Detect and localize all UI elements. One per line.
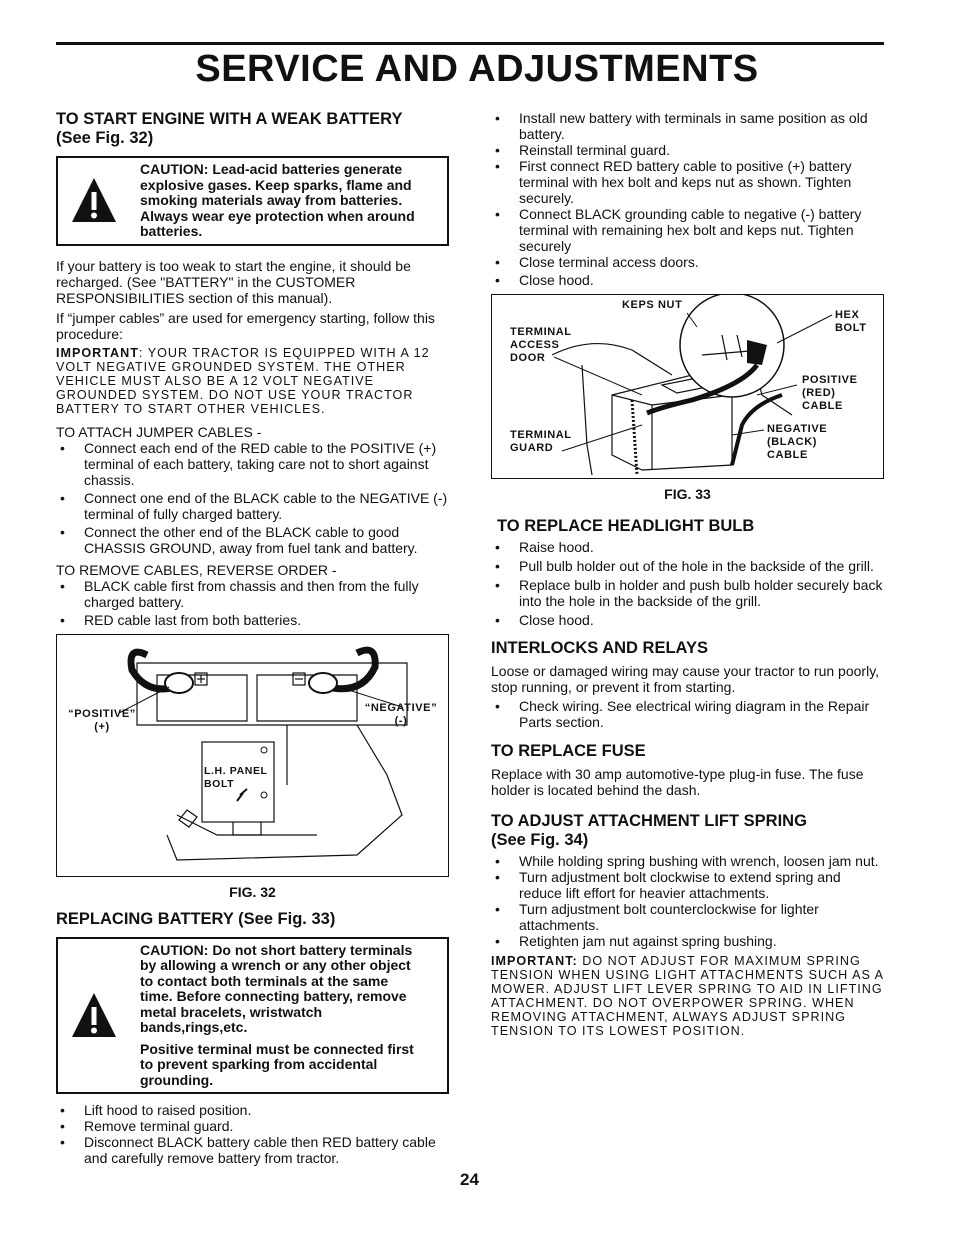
weak-battery-heading	[56, 110, 449, 148]
list-item: • Connect each end of the RED cable to the POSITIVE (+) terminal of each battery, taking care not to short against chassis.	[56, 440, 449, 488]
hex-bolt-label	[835, 309, 867, 335]
list-item: • BLACK cable first from chassis and then from the fully charged battery.	[56, 578, 449, 610]
positive-red-cable-label-line3: CABLE	[802, 400, 843, 412]
positive-red-cable-label	[802, 374, 858, 413]
weak-battery-heading-line2: (See Fig. 32)	[56, 129, 154, 147]
list-item: • Lift hood to raised position.	[56, 1102, 449, 1118]
positive-red-cable-label-line2: (RED)	[802, 387, 836, 399]
interlocks-text: Loose or damaged wiring may cause your tractor to run poorly, stop running, or prevent it from starting.	[491, 663, 880, 695]
terminal-access-door-label-line1: TERMINAL	[510, 326, 572, 338]
remove-cables-heading: TO REMOVE CABLES, REVERSE ORDER -	[56, 561, 337, 578]
list-item: • Retighten jam nut against spring bushing.	[491, 933, 884, 949]
list-item: • Disconnect BLACK battery cable then RED battery cable and carefully remove battery from tractor.	[56, 1134, 449, 1166]
important-note	[56, 346, 449, 416]
list-item: • Connect one end of the BLACK cable to the NEGATIVE (-) terminal of fully charged battery.	[56, 490, 449, 522]
negative-black-cable-label-line3: CABLE	[767, 449, 808, 461]
list-item: • Pull bulb holder out of the hole in the backside of the grill.	[491, 558, 884, 574]
caution-text: CAUTION: Do not short battery terminals by allowing a wrench or any other object to contact both terminals at the same time. Before connecting battery, remove metal bracelets, wristwatch bands,rings,etc.	[140, 941, 413, 1035]
panel-bolt-label-line2: BOLT	[204, 777, 235, 790]
list-item: • Check wiring. See electrical wiring diagram in the Repair Parts section.	[491, 698, 884, 730]
attach-cables-list	[56, 440, 449, 556]
weak-battery-para1: If your battery is too weak to start the engine, it should be recharged. (See "BATTERY" in the CUSTOMER RESPONSIBILITIES section of this manual).	[56, 257, 411, 306]
warning-icon	[70, 991, 118, 1039]
lift-spring-list	[491, 853, 884, 949]
jumper-cable-illustration	[57, 635, 448, 874]
important-text: DO NOT ADJUST FOR MAXIMUM SPRING TENSION WHEN USING LIGHT ATTACHMENTS SUCH AS A MOWER. ADJUST LIFT LEVER SPRING TO AID IN LIFTING ATTACHMENT. DO NOT OVERPOWER SPRING. WHEN REMOVING ATTACHMENT, ALWAYS ADJUST SPRING TENSION TO ITS LOWEST POSITION.	[491, 954, 884, 1038]
panel-bolt-label	[204, 765, 268, 791]
terminal-access-door-label-line3: DOOR	[510, 352, 546, 364]
positive-red-cable-label-line1: POSITIVE	[802, 374, 858, 386]
page-number: 24	[460, 1170, 479, 1189]
list-item: • While holding spring bushing with wrench, loosen jam nut.	[491, 853, 884, 869]
page-title: SERVICE AND ADJUSTMENTS	[195, 48, 759, 90]
negative-label-line1: “NEGATIVE”	[364, 701, 438, 714]
list-item: • RED cable last from both batteries.	[56, 612, 449, 628]
caution-text-positive-terminal: Positive terminal must be connected first to prevent sparking from accidental grounding.	[140, 1040, 414, 1088]
negative-label-line2: (-)	[394, 714, 408, 727]
fuse-text: Replace with 30 amp automotive-type plug-in fuse. The fuse holder is located behind the dash.	[491, 766, 864, 798]
terminal-guard-label	[510, 429, 572, 455]
caution-box-short	[56, 937, 449, 1095]
interlocks-list	[491, 698, 884, 730]
negative-black-cable-label-line2: (BLACK)	[767, 436, 818, 448]
lift-spring-heading-line1: TO ADJUST ATTACHMENT LIFT SPRING	[491, 812, 807, 830]
list-item: • First connect RED battery cable to positive (+) battery terminal with hex bolt and keps nut as shown. Tighten securely.	[491, 158, 884, 206]
list-item: • Replace bulb in holder and push bulb holder securely back into the hole in the backside of the grill.	[491, 577, 884, 609]
list-item: • Turn adjustment bolt counterclockwise for lighter attachments.	[491, 901, 884, 933]
list-item: • Install new battery with terminals in same position as old battery.	[491, 110, 884, 142]
positive-label-line2: (+)	[94, 720, 110, 733]
figure-32-caption: FIG. 32	[229, 883, 276, 900]
replacing-battery-heading: REPLACING BATTERY (See Fig. 33)	[56, 909, 336, 928]
panel-bolt-label-line1: L.H. PANEL	[204, 764, 268, 777]
caution-text: CAUTION: Lead-acid batteries generate explosive gases. Keep sparks, flame and smoking materials away from batteries. Always wear eye protection when around batteries.	[140, 161, 415, 239]
figure-32	[56, 634, 449, 877]
battery-install-list	[491, 110, 884, 288]
left-column	[56, 110, 449, 1166]
lift-spring-important	[491, 954, 884, 1038]
keps-nut-label: KEPS NUT	[622, 299, 683, 311]
positive-label-line1: “POSITIVE”	[68, 707, 136, 720]
hex-bolt-label-line2: BOLT	[835, 322, 867, 334]
list-item: • Close hood.	[491, 272, 884, 288]
right-column	[491, 110, 884, 1038]
lift-spring-heading	[491, 812, 884, 850]
header-rule	[56, 42, 884, 45]
terminal-guard-label-line2: GUARD	[510, 442, 554, 454]
important-label: IMPORTANT	[56, 345, 139, 360]
positive-label	[67, 708, 137, 734]
negative-black-cable-label	[767, 423, 827, 462]
lift-spring-heading-line2: (See Fig. 34)	[491, 831, 589, 849]
fuse-heading: TO REPLACE FUSE	[491, 742, 646, 760]
figure-33	[491, 294, 884, 479]
hex-bolt-label-line1: HEX	[835, 309, 860, 321]
list-item: • Reinstall terminal guard.	[491, 142, 884, 158]
remove-cables-list	[56, 578, 449, 628]
important-text: : YOUR TRACTOR IS EQUIPPED WITH A 12 VOLT NEGATIVE GROUNDED SYSTEM. THE OTHER VEHICLE MUST ALSO BE A 12 VOLT NEGATIVE GROUNDED SYSTEM. DO NOT USE YOUR TRACTOR BATTERY TO START OTHER VEHICLES.	[56, 345, 430, 416]
important-label: IMPORTANT:	[491, 954, 578, 968]
replacing-battery-list	[56, 1102, 449, 1166]
figure-33-caption: FIG. 33	[664, 486, 711, 502]
list-item: • Connect BLACK grounding cable to negative (-) battery terminal with remaining hex bolt and keps nut. Tighten securely	[491, 206, 884, 254]
caution-box-gases	[56, 156, 449, 246]
list-item: • Raise hood.	[491, 539, 884, 555]
attach-cables-heading: TO ATTACH JUMPER CABLES -	[56, 423, 262, 440]
list-item: • Connect the other end of the BLACK cable to good CHASSIS GROUND, away from fuel tank and battery.	[56, 524, 449, 556]
warning-icon	[70, 176, 118, 224]
headlight-heading: TO REPLACE HEADLIGHT BULB	[497, 517, 755, 535]
list-item: • Close terminal access doors.	[491, 254, 884, 270]
weak-battery-heading-line1: TO START ENGINE WITH A WEAK BATTERY	[56, 110, 403, 128]
negative-black-cable-label-line1: NEGATIVE	[767, 423, 828, 435]
interlocks-heading: INTERLOCKS AND RELAYS	[491, 639, 708, 657]
terminal-guard-label-line1: TERMINAL	[510, 429, 572, 441]
list-item: • Turn adjustment bolt clockwise to extend spring and reduce lift effort for heavier attachments.	[491, 869, 884, 901]
terminal-access-door-label-line2: ACCESS	[510, 339, 560, 351]
headlight-list	[491, 539, 884, 628]
list-item: • Close hood.	[491, 612, 884, 628]
list-item: • Remove terminal guard.	[56, 1118, 449, 1134]
terminal-access-door-label	[510, 326, 572, 365]
weak-battery-para2: If “jumper cables” are used for emergency starting, follow this procedure:	[56, 309, 435, 342]
negative-label	[357, 702, 445, 728]
